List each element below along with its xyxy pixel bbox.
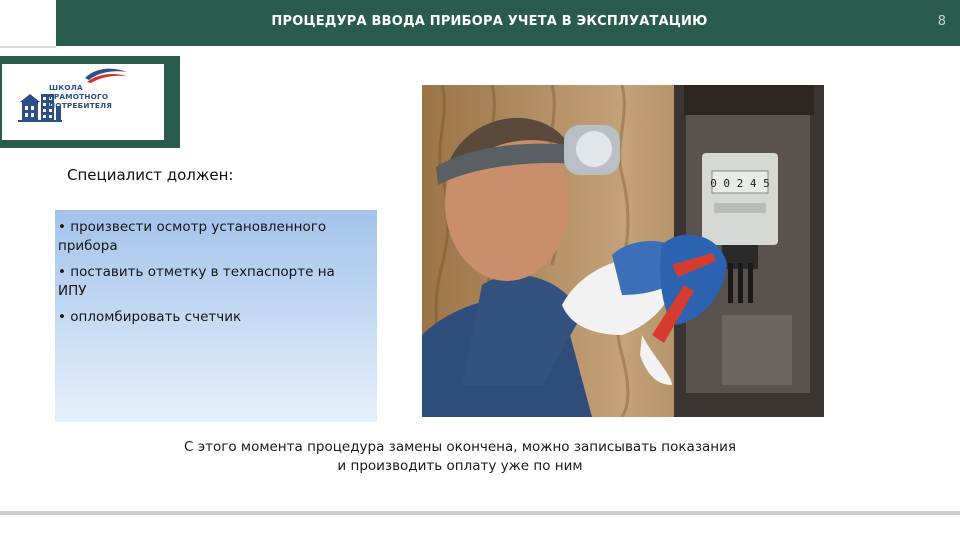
caption-line: и производить оплату уже по ним: [337, 458, 583, 474]
list-item: • поставить отметку в техпаспорте на ИПУ: [58, 264, 335, 299]
logo-line: ШКОЛА: [49, 83, 83, 92]
caption: [150, 438, 770, 476]
logo-text: [49, 83, 112, 110]
list-item: • опломбировать счетчик: [58, 309, 242, 325]
bullet-list: [55, 210, 377, 327]
logo-line: ПОТРЕБИТЕЛЯ: [49, 101, 113, 110]
divider: [0, 46, 56, 48]
electrician-photo: [422, 85, 824, 417]
title-bar: [56, 0, 923, 46]
section-heading: Специалист должен:: [67, 166, 234, 184]
page-title: ПРОЦЕДУРА ВВОДА ПРИБОРА УЧЕТА В ЭКСПЛУАТАЦИЮ: [271, 14, 708, 29]
bullet-panel: [55, 210, 377, 422]
page-number-box: [923, 0, 960, 46]
logo-frame: [0, 56, 180, 148]
page-number: 8: [937, 14, 946, 29]
meter-display: 0 0 2 4 5: [710, 177, 770, 190]
caption-line: С этого момента процедура замены окончена, можно записывать показания: [183, 439, 736, 455]
list-item: • произвести осмотр установленного прибора: [58, 219, 327, 254]
logo-line: ГРАМОТНОГО: [49, 92, 109, 101]
footer-divider: [0, 511, 960, 515]
flag-swoosh-icon: [83, 66, 129, 84]
logo: [2, 64, 164, 140]
